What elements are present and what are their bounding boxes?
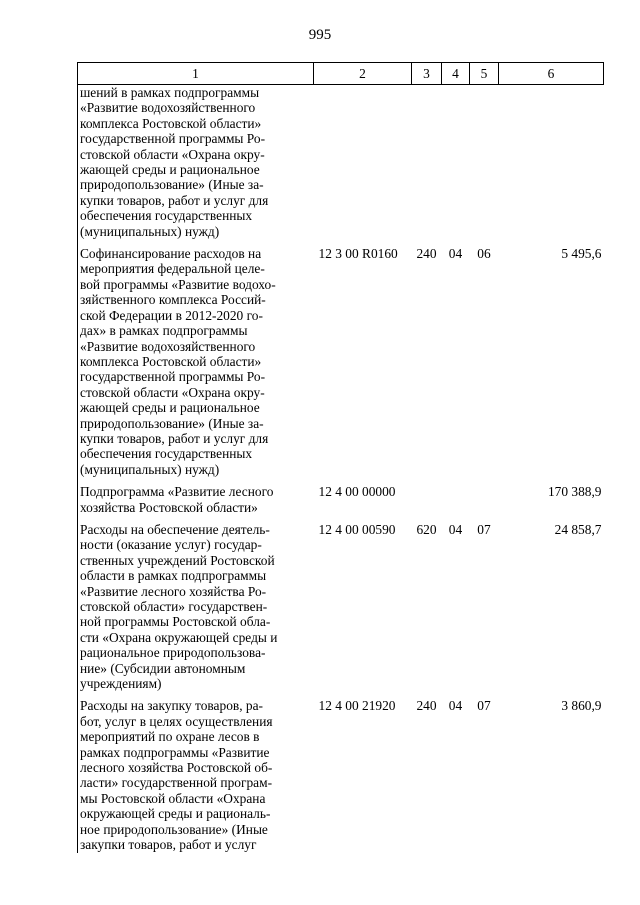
row-section	[442, 484, 470, 515]
column-header-1: 1	[78, 63, 314, 85]
budget-table	[77, 62, 604, 853]
row-target-code: 12 3 00 R0160	[318, 246, 398, 262]
row-section	[442, 85, 470, 240]
page-number: 995	[308, 27, 332, 43]
row-target-code: 12 4 00 00590	[318, 521, 396, 537]
column-header-6: 6	[499, 63, 604, 85]
table-row	[78, 484, 604, 515]
table-row	[78, 698, 604, 852]
row-subsection	[470, 85, 499, 240]
row-description: шений в рамках подпрограммы «Развитие водохозяйственного комплекса Ростовской области» государственной программы Ро- стовской области «Охрана окру- жающей среды и рациональное природопользование» (Иные за- купки товаров, работ и услуг для обеспечения государственных (муниципальных) нужд)	[78, 85, 314, 240]
row-target-code: 12 4 00 00000	[318, 484, 396, 500]
row-description: Расходы на обеспечение деятель- ности (оказание услуг) государ- ственных учреждений Ростовской области в рамках подпрограммы «Развитие лесного хозяйства Ро- стовской области» государствен- ной программы Ростовской обла- сти «Охрана окружающей среды и рациональное природопользова- ние» (Субсидии автономным учреждениям)	[78, 522, 314, 691]
column-header-2: 2	[314, 63, 412, 85]
row-expense-type: 240	[416, 246, 437, 262]
row-amount	[499, 85, 604, 240]
table-row	[78, 246, 604, 477]
row-target-code: 12 4 00 21920	[318, 698, 396, 714]
row-amount: 170 388,9	[547, 484, 602, 500]
column-header-4: 4	[442, 63, 470, 85]
row-subsection: 07	[477, 698, 491, 714]
row-amount: 3 860,9	[561, 698, 602, 714]
row-subsection: 06	[477, 246, 491, 262]
row-section: 04	[448, 698, 463, 714]
row-amount: 24 858,7	[554, 521, 602, 537]
row-expense-type	[412, 85, 442, 240]
column-header-5: 5	[470, 63, 499, 85]
row-description: Подпрограмма «Развитие лесного хозяйства Ростовской области»	[78, 484, 314, 515]
row-expense-type	[412, 484, 442, 515]
row-target-code	[314, 85, 412, 240]
row-expense-type: 620	[416, 521, 437, 537]
table-row	[78, 85, 604, 240]
column-number-header	[78, 63, 604, 85]
row-expense-type: 240	[416, 698, 437, 714]
row-amount: 5 495,6	[561, 246, 602, 262]
row-section: 04	[448, 246, 463, 262]
row-description: Расходы на закупку товаров, ра- бот, услуг в целях осуществления мероприятий по охране лесов в рамках подпрограммы «Развитие лесного хозяйства Ростовской об- ласти» государственной програм- мы Ростовской области «Охрана окружающей среды и рациональ- ное природопользование» (Иные закупки товаров, работ и услуг	[78, 698, 314, 852]
row-subsection	[470, 484, 499, 515]
table-row	[78, 522, 604, 691]
row-subsection: 07	[477, 521, 491, 537]
column-header-3: 3	[412, 63, 442, 85]
row-section: 04	[448, 521, 463, 537]
row-description: Софинансирование расходов на мероприятия федеральной целе- вой программы «Развитие водохо- зяйственного комплекса Россий- ской Федерации в 2012-2020 го- дах» в рамках подпрограммы «Развитие водохозяйственного комплекса Ростовской области» государственной программы Ро- стовской области «Охрана окру- жающей среды и рациональное природопользование» (Иные за- купки товаров, работ и услуг для обеспечения государственных (муниципальных) нужд)	[78, 246, 314, 477]
